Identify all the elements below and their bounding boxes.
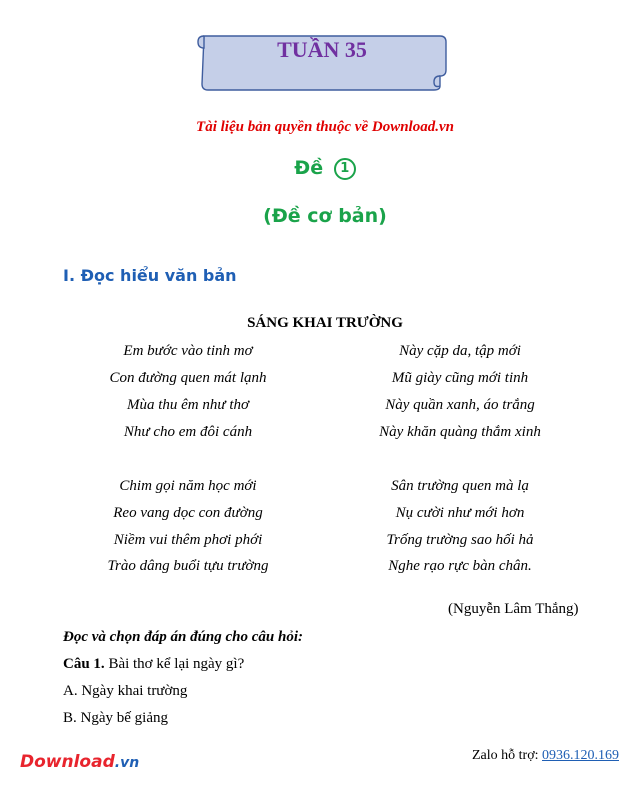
exam-title-label: Đề <box>294 157 324 179</box>
poem-line-left: Chim gọi năm học mới <box>119 478 257 494</box>
poem-line-left: Như cho em đôi cánh <box>123 424 253 440</box>
poem-line-right: Nghe rạo rực bàn chân. <box>388 558 532 574</box>
zalo-phone-link[interactable]: 0936.120.169 <box>542 748 619 763</box>
exam-subtitle: (Đề cơ bản) <box>263 205 387 227</box>
poem-line-left: Niềm vui thêm phơi phới <box>113 532 263 548</box>
question-1-option-b: B. Ngày bế giảng <box>63 710 168 726</box>
exam-number-badge: 1 <box>334 158 356 180</box>
poem-author: (Nguyễn Lâm Thắng) <box>448 601 579 617</box>
question-1-option-a: A. Ngày khai trường <box>63 683 188 699</box>
poem-line-right: Trống trường sao hối hả <box>386 532 534 548</box>
download-logo <box>20 752 139 772</box>
instruction-text: Đọc và chọn đáp án đúng cho câu hỏi: <box>63 629 304 645</box>
question-1-label: Câu 1. <box>63 656 105 672</box>
zalo-support <box>472 748 619 764</box>
section-title: I. Đọc hiểu văn bản <box>63 266 237 285</box>
question-1-text: Bài thơ kể lại ngày gì? <box>108 656 245 672</box>
question-1 <box>63 656 244 673</box>
week-title: TUẦN 35 <box>277 37 367 62</box>
zalo-label: Zalo hỗ trợ: <box>472 748 539 763</box>
poem-title: SÁNG KHAI TRƯỜNG <box>247 315 403 331</box>
copyright-notice: Tài liệu bản quyền thuộc về Download.vn <box>196 119 454 135</box>
poem-line-left: Reo vang dọc con đường <box>113 505 263 521</box>
poem-line-right: Này khăn quàng thắm xinh <box>379 424 541 440</box>
poem-line-right: Sân trường quen mà lạ <box>391 478 529 494</box>
poem-line-right: Mũ giày cũng mới tinh <box>391 370 529 386</box>
poem-line-left: Trào dâng buổi tựu trường <box>107 558 269 574</box>
poem-line-left: Em bước vào tinh mơ <box>123 343 253 359</box>
logo-suffix: .vn <box>114 755 140 771</box>
exam-title <box>0 157 640 180</box>
poem-line-right: Này quần xanh, áo trắng <box>385 397 535 413</box>
poem-line-right: Này cặp da, tập mới <box>399 343 521 359</box>
poem-line-left: Mùa thu êm như thơ <box>126 397 249 413</box>
logo-main: Download <box>20 752 115 772</box>
poem-line-left: Con đường quen mát lạnh <box>109 370 267 386</box>
poem-line-right: Nụ cười như mới hơn <box>395 505 525 521</box>
